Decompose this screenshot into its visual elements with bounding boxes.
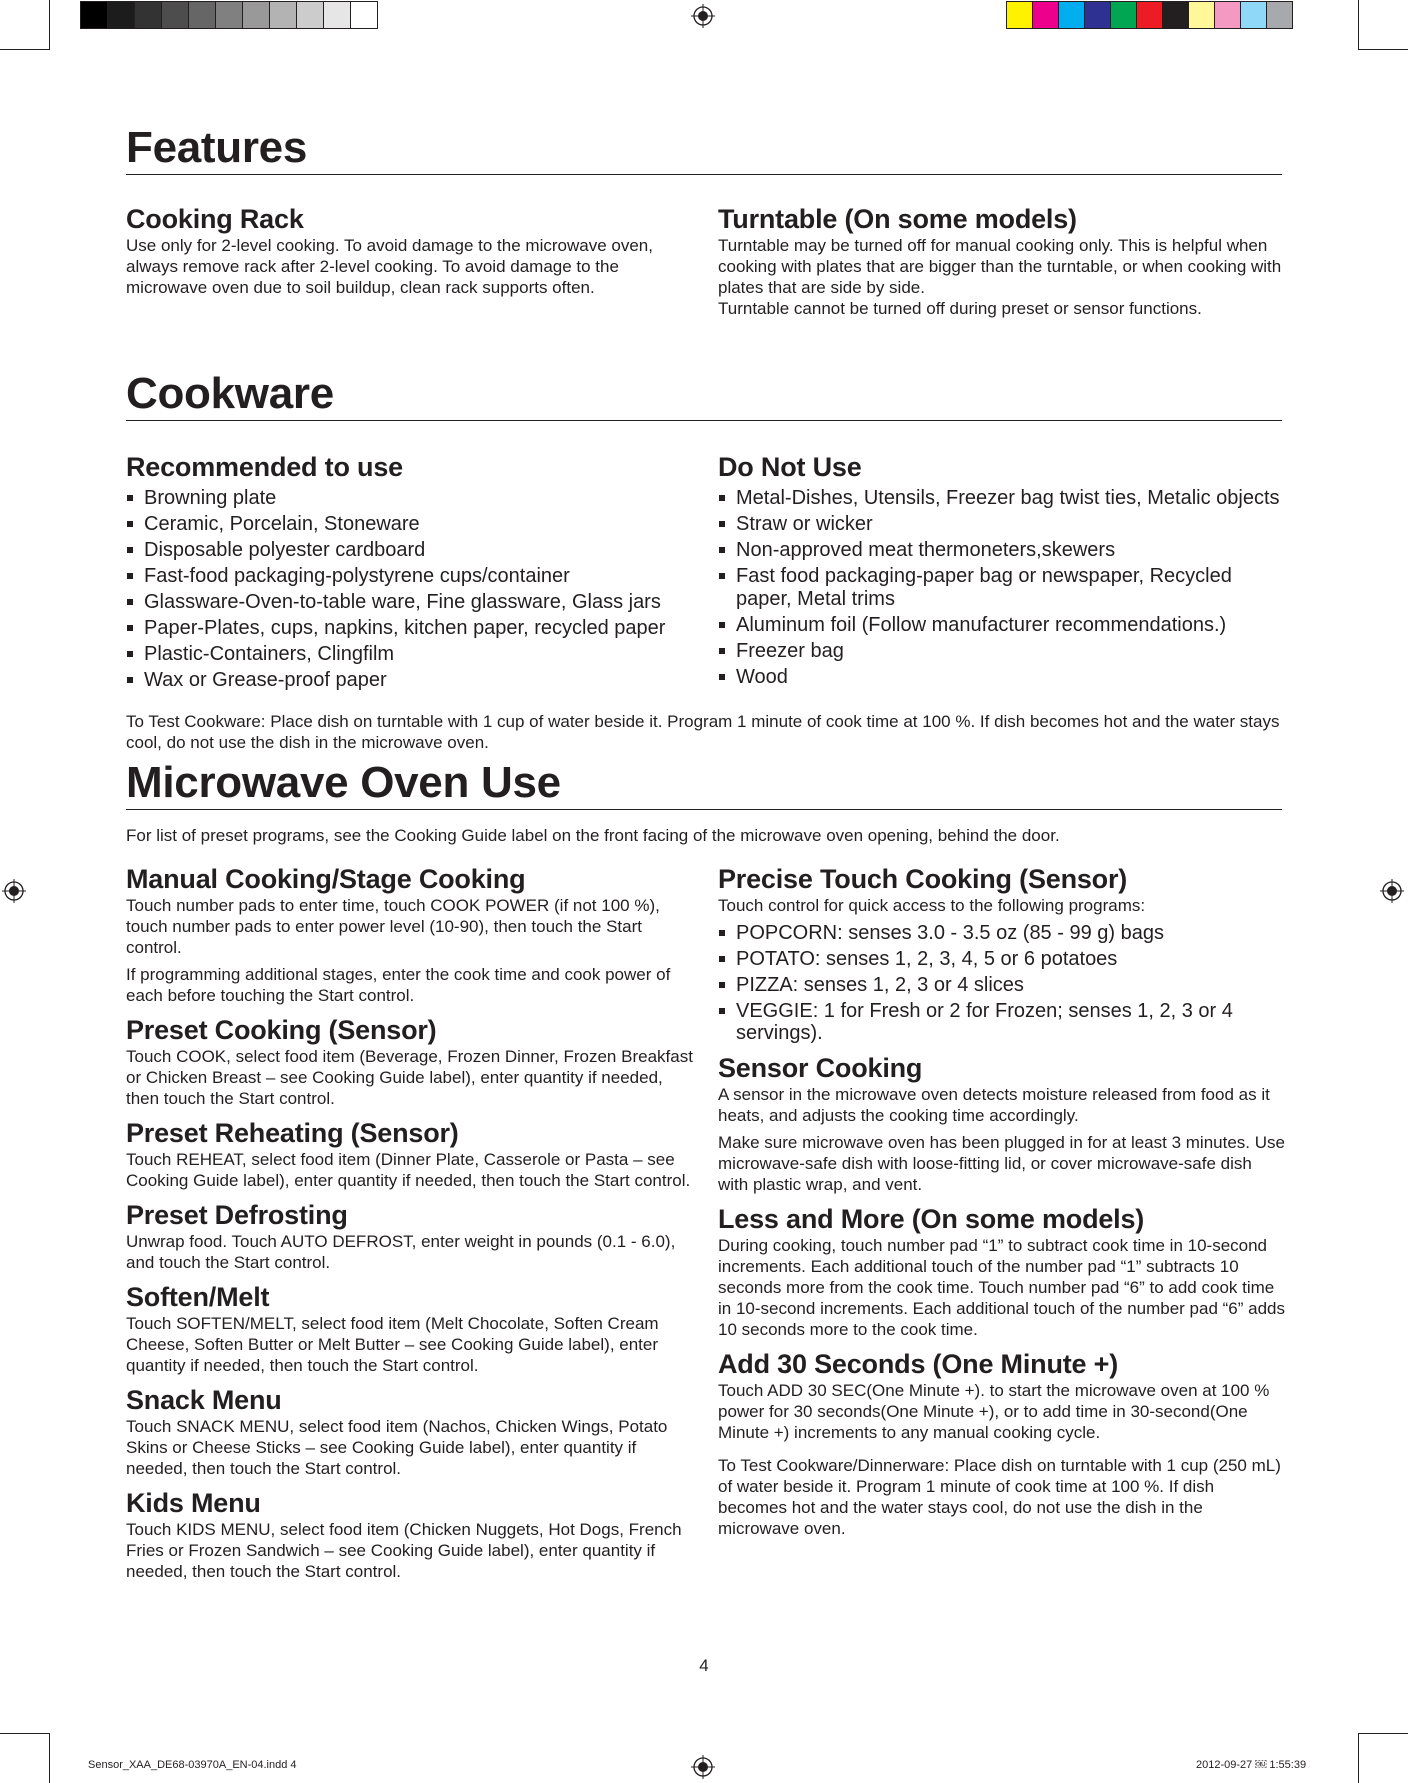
footer-filename: Sensor_XAA_DE68-03970A_EN-04.indd 4 bbox=[88, 1759, 297, 1771]
preset-defrosting-section bbox=[126, 1199, 696, 1273]
precise-touch-title: Precise Touch Cooking (Sensor) bbox=[718, 864, 1128, 894]
list-item: Wax or Grease-proof paper bbox=[126, 669, 706, 692]
manual-cooking-section bbox=[126, 863, 696, 1006]
list-item: Paper-Plates, cups, napkins, kitchen paper, recycled paper bbox=[126, 617, 706, 640]
list-item: Disposable polyester cardboard bbox=[126, 539, 706, 562]
recommended-title: Recommended to use bbox=[126, 452, 403, 482]
list-item: Fast-food packaging-polystyrene cups/container bbox=[126, 565, 706, 588]
kids-menu-title: Kids Menu bbox=[126, 1488, 261, 1518]
snack-menu-section bbox=[126, 1384, 696, 1479]
soften-melt-section bbox=[126, 1281, 696, 1376]
color-swatch bbox=[134, 1, 162, 29]
precise-touch-list bbox=[718, 922, 1286, 1044]
cookware-heading: Cookware bbox=[126, 370, 1282, 421]
list-item: Straw or wicker bbox=[718, 513, 1284, 536]
color-swatch bbox=[161, 1, 189, 29]
color-swatch bbox=[1214, 1, 1241, 29]
color-swatch bbox=[296, 1, 324, 29]
color-swatch bbox=[242, 1, 270, 29]
manual-cooking-title: Manual Cooking/Stage Cooking bbox=[126, 864, 526, 894]
cooking-rack-title: Cooking Rack bbox=[126, 204, 304, 234]
color-swatch bbox=[1032, 1, 1059, 29]
list-item: POPCORN: senses 3.0 - 3.5 oz (85 - 99 g) bags bbox=[718, 922, 1286, 944]
color-swatch bbox=[1006, 1, 1033, 29]
preset-cooking-text: Touch COOK, select food item (Beverage, Frozen Dinner, Frozen Breakfast or Chicken Breast – see Cooking Guide label), enter quantity if needed, then touch the Start control. bbox=[126, 1047, 693, 1108]
registration-mark-icon bbox=[691, 4, 715, 28]
color-swatch bbox=[215, 1, 243, 29]
registration-mark-icon bbox=[1380, 879, 1404, 903]
footer-date: 2012-09-27 ￼ 1:55:39 bbox=[1196, 1759, 1307, 1771]
soften-melt-text: Touch SOFTEN/MELT, select food item (Melt Chocolate, Soften Cream Cheese, Soften Butter or Melt Butter – see Cooking Guide label), enter quantity if needed, then touch the Start control. bbox=[126, 1314, 659, 1375]
cooking-rack-text: Use only for 2-level cooking. To avoid damage to the microwave oven, always remove rack after 2-level cooking. To avoid damage to the microwave oven due to soil buildup, clean rack supports often. bbox=[126, 236, 653, 297]
color-swatch bbox=[80, 1, 108, 29]
color-swatch bbox=[1266, 1, 1293, 29]
list-item: Ceramic, Porcelain, Stoneware bbox=[126, 513, 706, 536]
precise-touch-text: Touch control for quick access to the following programs: bbox=[718, 896, 1146, 915]
do-not-use-section bbox=[718, 451, 1284, 692]
turntable-section bbox=[718, 203, 1284, 319]
less-more-text: During cooking, touch number pad “1” to subtract cook time in 10-second increments. Each additional touch of the number pad “1” subtracts 10 seconds more from the cook time. Touch number pad “6” to add cook time in 10-second increments. Each additional touch of the number pad “6” adds 10 seconds more to the cook time. bbox=[718, 1236, 1286, 1339]
microwave-left-column bbox=[126, 863, 696, 1590]
color-swatch bbox=[350, 1, 378, 29]
sensor-cooking-note: Make sure microwave oven has been plugged in for at least 3 minutes. Use microwave-safe dish with loose-fitting lid, or cover microwave-safe dish with plastic wrap, and vent. bbox=[718, 1133, 1285, 1194]
list-item: Fast food packaging-paper bag or newspaper, Recycled paper, Metal trims bbox=[718, 565, 1284, 611]
list-item: Glassware-Oven-to-table ware, Fine glassware, Glass jars bbox=[126, 591, 706, 614]
list-item: POTATO: senses 1, 2, 3, 4, 5 or 6 potatoes bbox=[718, 948, 1286, 970]
preset-defrosting-text: Unwrap food. Touch AUTO DEFROST, enter weight in pounds (0.1 - 6.0), and touch the Start control. bbox=[126, 1232, 676, 1272]
sensor-cooking-title: Sensor Cooking bbox=[718, 1053, 923, 1083]
snack-menu-text: Touch SNACK MENU, select food item (Nachos, Chicken Wings, Potato Skins or Cheese Sticks – see Cooking Guide label), enter quantity if needed, then touch the Start control. bbox=[126, 1417, 668, 1478]
turntable-note: Turntable cannot be turned off during preset or sensor functions. bbox=[718, 299, 1202, 318]
registration-mark-icon bbox=[691, 1755, 715, 1779]
color-swatch bbox=[188, 1, 216, 29]
list-item: PIZZA: senses 1, 2, 3 or 4 slices bbox=[718, 974, 1286, 996]
kids-menu-section bbox=[126, 1487, 696, 1582]
test-dinnerware-note: To Test Cookware/Dinnerware: Place dish on turntable with 1 cup (250 mL) of water beside it. Program 1 minute of cook time at 100 %. If dish becomes hot and the water stays cool, do not use the dish in the microwave oven. bbox=[718, 1456, 1281, 1538]
turntable-text: Turntable may be turned off for manual cooking only. This is helpful when cooking with plates that are bigger than the turntable, or when cooking with plates that are side by side. bbox=[718, 236, 1282, 297]
color-swatch bbox=[1188, 1, 1215, 29]
list-item: Plastic-Containers, Clingfilm bbox=[126, 643, 706, 666]
page-number: 4 bbox=[699, 1656, 709, 1675]
microwave-use-heading: Microwave Oven Use bbox=[126, 759, 1282, 810]
microwave-right-column bbox=[718, 863, 1286, 1547]
turntable-title: Turntable (On some models) bbox=[718, 204, 1077, 234]
color-swatch bbox=[323, 1, 351, 29]
registration-mark-icon bbox=[2, 879, 26, 903]
color-swatch bbox=[1058, 1, 1085, 29]
preset-cooking-section bbox=[126, 1014, 696, 1109]
precise-touch-section bbox=[718, 863, 1286, 1044]
preset-reheating-title: Preset Reheating (Sensor) bbox=[126, 1118, 459, 1148]
preset-reheating-text: Touch REHEAT, select food item (Dinner Plate, Casserole or Pasta – see Cooking Guide label), enter quantity if needed, then touch the Start control. bbox=[126, 1150, 691, 1190]
color-swatch bbox=[1136, 1, 1163, 29]
cookware-test-note: To Test Cookware: Place dish on turntable with 1 cup of water beside it. Program 1 minute of cook time at 100 %. If dish becomes hot and the water stays cool, do not use the dish in the microwave oven. bbox=[126, 712, 1280, 752]
add-30-seconds-section bbox=[718, 1348, 1286, 1539]
color-swatch bbox=[1162, 1, 1189, 29]
do-not-use-list bbox=[718, 487, 1284, 689]
manual-cooking-stages: If programming additional stages, enter the cook time and cook power of each before touching the Start control. bbox=[126, 965, 671, 1005]
features-heading: Features bbox=[126, 124, 1282, 175]
color-swatch bbox=[269, 1, 297, 29]
color-swatch bbox=[107, 1, 135, 29]
recommended-list bbox=[126, 487, 706, 692]
add-30-seconds-text: Touch ADD 30 SEC(One Minute +). to start the microwave oven at 100 % power for 30 seconds(One Minute +), or to add time in 30-second(One Minute +) increments to any manual cooking cycle. bbox=[718, 1381, 1270, 1442]
manual-cooking-text: Touch number pads to enter time, touch COOK POWER (if not 100 %), touch number pads to enter power level (10-90), then touch the Start control. bbox=[126, 896, 660, 957]
preset-cooking-title: Preset Cooking (Sensor) bbox=[126, 1015, 437, 1045]
list-item: Metal-Dishes, Utensils, Freezer bag twist ties, Metalic objects bbox=[718, 487, 1284, 510]
sensor-cooking-text: A sensor in the microwave oven detects moisture released from food as it heats, and adjusts the cooking time accordingly. bbox=[718, 1085, 1270, 1125]
list-item: Wood bbox=[718, 666, 1284, 689]
list-item: Non-approved meat thermoneters,skewers bbox=[718, 539, 1284, 562]
recommended-section bbox=[126, 451, 706, 695]
list-item: Freezer bag bbox=[718, 640, 1284, 663]
preset-reheating-section bbox=[126, 1117, 696, 1191]
color-swatch bbox=[1240, 1, 1267, 29]
sensor-cooking-section bbox=[718, 1052, 1286, 1195]
kids-menu-text: Touch KIDS MENU, select food item (Chicken Nuggets, Hot Dogs, French Fries or Frozen Sandwich – see Cooking Guide label), enter quantity if needed, then touch the Start control. bbox=[126, 1520, 682, 1581]
color-swatch bbox=[1110, 1, 1137, 29]
less-more-title: Less and More (On some models) bbox=[718, 1204, 1145, 1234]
color-swatch bbox=[1084, 1, 1111, 29]
soften-melt-title: Soften/Melt bbox=[126, 1282, 270, 1312]
list-item: Aluminum foil (Follow manufacturer recommendations.) bbox=[718, 614, 1284, 637]
less-more-section bbox=[718, 1203, 1286, 1340]
preset-defrosting-title: Preset Defrosting bbox=[126, 1200, 348, 1230]
list-item: Browning plate bbox=[126, 487, 706, 510]
microwave-intro: For list of preset programs, see the Cooking Guide label on the front facing of the microwave oven opening, behind the door. bbox=[126, 826, 1060, 845]
cooking-rack-section bbox=[126, 203, 691, 298]
list-item: VEGGIE: 1 for Fresh or 2 for Frozen; senses 1, 2, 3 or 4 servings). bbox=[718, 1000, 1286, 1044]
snack-menu-title: Snack Menu bbox=[126, 1385, 282, 1415]
do-not-use-title: Do Not Use bbox=[718, 452, 862, 482]
add-30-seconds-title: Add 30 Seconds (One Minute +) bbox=[718, 1349, 1119, 1379]
